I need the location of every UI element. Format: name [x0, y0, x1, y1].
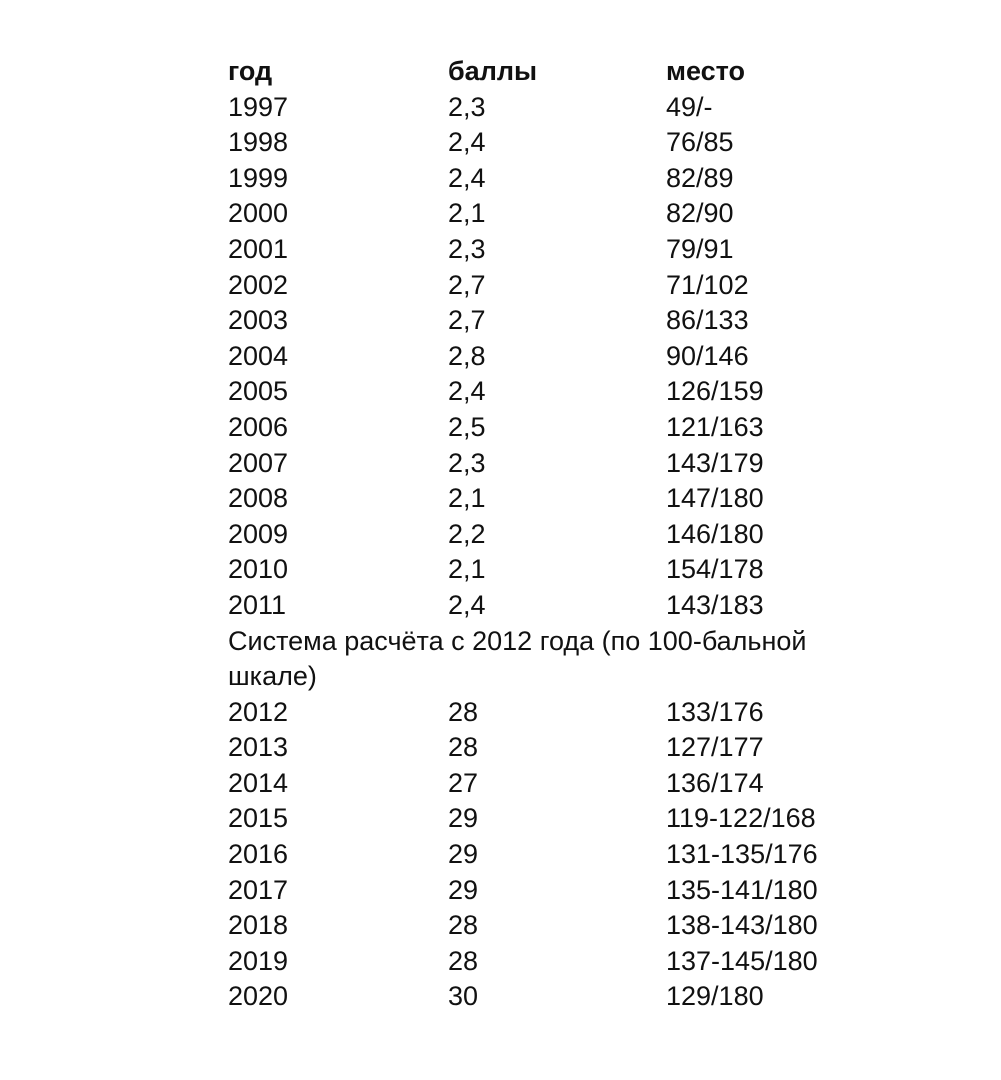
- cell-year: 1999: [228, 162, 289, 193]
- cell-year: 2016: [228, 839, 289, 870]
- header-year: год: [228, 56, 273, 86]
- cell-place: 71/102: [666, 269, 749, 300]
- cell-score: 27: [448, 767, 479, 798]
- cell-score: 2,7: [448, 269, 486, 300]
- cell-place: 137-145/180: [666, 945, 818, 976]
- cell-place: 129/180: [666, 981, 764, 1012]
- cell-year: 2005: [228, 376, 289, 407]
- cell-score: 30: [448, 981, 479, 1012]
- cell-year: 1998: [228, 127, 289, 158]
- cell-year: 2010: [228, 554, 289, 585]
- cell-score: 2,1: [448, 554, 486, 585]
- header-score: баллы: [448, 56, 538, 86]
- table-row: [228, 517, 928, 553]
- cell-score: 28: [448, 945, 479, 976]
- cell-year: 2013: [228, 732, 289, 763]
- cell-place: 138-143/180: [666, 910, 818, 941]
- cell-score: 2,1: [448, 198, 486, 229]
- table-row: [228, 588, 928, 624]
- table-row: [228, 552, 928, 588]
- cell-year: 2015: [228, 803, 289, 834]
- cell-score: 2,5: [448, 411, 486, 442]
- table-row: [228, 268, 928, 304]
- cell-year: 2001: [228, 233, 289, 264]
- cell-score: 2,3: [448, 233, 486, 264]
- table-row: [228, 873, 928, 909]
- cell-place: 119-122/168: [666, 803, 816, 834]
- cell-place: 135-141/180: [666, 874, 818, 905]
- cell-score: 2,4: [448, 376, 486, 407]
- cell-place: 147/180: [666, 483, 764, 514]
- cell-score: 2,3: [448, 447, 486, 478]
- cell-score: 29: [448, 874, 479, 905]
- cell-score: 28: [448, 696, 479, 727]
- cell-year: 2004: [228, 340, 289, 371]
- cell-score: 29: [448, 839, 479, 870]
- table-row: [228, 481, 928, 517]
- cell-year: 2012: [228, 696, 289, 727]
- cell-year: 2011: [228, 589, 287, 620]
- table-rows-from-2012: [228, 695, 928, 1015]
- cell-year: 2020: [228, 981, 289, 1012]
- table-row: [228, 410, 928, 446]
- cell-score: 2,8: [448, 340, 486, 371]
- cell-place: 82/90: [666, 198, 734, 229]
- cell-place: 126/159: [666, 376, 764, 407]
- cell-place: 143/179: [666, 447, 764, 478]
- cell-place: 143/183: [666, 589, 764, 620]
- table-row: [228, 90, 928, 126]
- cell-place: 146/180: [666, 518, 764, 549]
- cell-score: 29: [448, 803, 479, 834]
- table-row: [228, 446, 928, 482]
- cell-place: 49/-: [666, 91, 713, 122]
- cell-score: 2,4: [448, 589, 486, 620]
- table-rows-before-2012: [228, 90, 928, 624]
- table-row: [228, 979, 928, 1015]
- table-row: [228, 801, 928, 837]
- cell-year: 2009: [228, 518, 289, 549]
- cell-place: 154/178: [666, 554, 764, 585]
- cell-year: 2002: [228, 269, 289, 300]
- table-row: [228, 161, 928, 197]
- table-row: [228, 232, 928, 268]
- table-row: [228, 196, 928, 232]
- cell-place: 79/91: [666, 233, 734, 264]
- cell-score: 2,4: [448, 127, 486, 158]
- cell-score: 2,4: [448, 162, 486, 193]
- table-row: [228, 339, 928, 375]
- table-row: [228, 730, 928, 766]
- cell-place: 86/133: [666, 305, 749, 336]
- table-row: [228, 944, 928, 980]
- ranking-document: [228, 54, 928, 1015]
- table-row: [228, 125, 928, 161]
- cell-score: 2,7: [448, 305, 486, 336]
- cell-year: 2000: [228, 198, 289, 229]
- cell-year: 2007: [228, 447, 289, 478]
- cell-score: 28: [448, 732, 479, 763]
- cell-year: 2008: [228, 483, 289, 514]
- table-row: [228, 374, 928, 410]
- table-row: [228, 908, 928, 944]
- table-header-row: [228, 54, 928, 90]
- table-row: [228, 766, 928, 802]
- cell-place: 121/163: [666, 411, 764, 442]
- cell-year: 2006: [228, 411, 289, 442]
- cell-year: 2019: [228, 945, 289, 976]
- header-place: место: [666, 56, 746, 86]
- cell-year: 2014: [228, 767, 289, 798]
- table-row: [228, 837, 928, 873]
- cell-place: 90/146: [666, 340, 749, 371]
- cell-score: 2,1: [448, 483, 486, 514]
- cell-place: 136/174: [666, 767, 764, 798]
- cell-place: 127/177: [666, 732, 764, 763]
- cell-year: 2003: [228, 305, 289, 336]
- cell-place: 131-135/176: [666, 839, 818, 870]
- cell-place: 82/89: [666, 162, 734, 193]
- cell-score: 2,3: [448, 91, 486, 122]
- table-row: [228, 695, 928, 731]
- method-change-note: Система расчёта с 2012 года (по 100-бальной шкале): [228, 625, 807, 692]
- cell-year: 1997: [228, 91, 289, 122]
- cell-year: 2017: [228, 874, 289, 905]
- cell-place: 133/176: [666, 696, 764, 727]
- cell-score: 28: [448, 910, 479, 941]
- cell-place: 76/85: [666, 127, 734, 158]
- cell-score: 2,2: [448, 518, 486, 549]
- cell-year: 2018: [228, 910, 289, 941]
- table-row: [228, 303, 928, 339]
